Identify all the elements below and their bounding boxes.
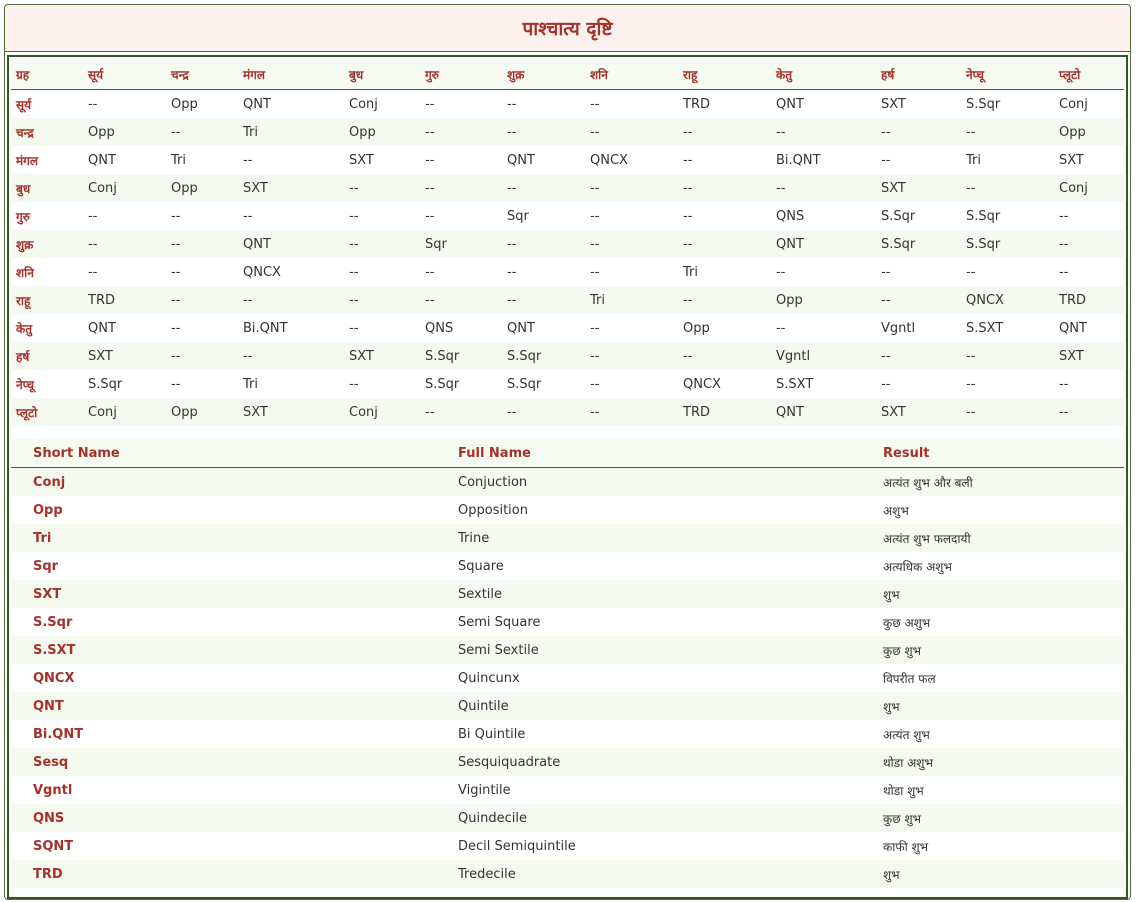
aspect-cell: S.Sqr bbox=[88, 376, 123, 392]
planet-row-header: शुक्र bbox=[11, 230, 83, 258]
panel-header bbox=[5, 5, 1130, 52]
aspect-cell: -- bbox=[88, 264, 98, 280]
aspect-cell: QNCX bbox=[243, 264, 281, 280]
aspect-cell: SXT bbox=[1059, 152, 1084, 168]
aspect-cell: -- bbox=[881, 376, 891, 392]
aspect-cell: -- bbox=[238, 342, 344, 370]
planet-row-header: केतु bbox=[16, 321, 33, 336]
aspect-cell: -- bbox=[881, 152, 891, 168]
legend-row bbox=[11, 496, 1124, 524]
legend-result: अत्यधिक अशुभ bbox=[883, 559, 952, 574]
aspect-cell: S.Sqr bbox=[966, 208, 1001, 224]
legend-short-name: TRD bbox=[11, 860, 436, 888]
aspect-cell: -- bbox=[961, 398, 1054, 426]
legend-short-name: S.Sqr bbox=[33, 614, 73, 630]
legend-short-name: Sesq bbox=[11, 748, 436, 776]
aspect-column-header: राहू bbox=[678, 59, 771, 90]
aspect-cell: -- bbox=[1059, 208, 1069, 224]
aspect-column-header: नेप्चू bbox=[961, 59, 1054, 90]
legend-row bbox=[11, 552, 1124, 580]
legend-full-name: Bi Quintile bbox=[458, 726, 526, 742]
legend-result: अशुभ bbox=[883, 503, 909, 518]
aspect-cell: -- bbox=[961, 118, 1054, 146]
aspect-cell: -- bbox=[502, 118, 585, 146]
aspect-cell: Conj bbox=[83, 174, 166, 202]
aspect-cell: -- bbox=[683, 208, 693, 224]
aspect-cell: QNT bbox=[771, 398, 876, 426]
legend-row bbox=[11, 468, 1124, 497]
aspect-cell: Sqr bbox=[507, 208, 529, 224]
aspect-cell: -- bbox=[502, 230, 585, 258]
aspect-cell: -- bbox=[876, 118, 961, 146]
aspect-cell: QNT bbox=[771, 230, 876, 258]
aspects-panel bbox=[4, 4, 1131, 900]
aspect-row bbox=[11, 314, 1124, 342]
aspect-cell: Bi.QNT bbox=[243, 320, 288, 336]
aspect-cell: -- bbox=[166, 230, 238, 258]
aspect-cell: -- bbox=[585, 174, 678, 202]
aspect-cell: -- bbox=[876, 286, 961, 314]
aspect-cell: -- bbox=[502, 286, 585, 314]
legend-short-name: QNT bbox=[11, 692, 436, 720]
legend-full-name: Square bbox=[458, 558, 504, 574]
aspect-cell: Conj bbox=[1054, 174, 1124, 202]
legend-result: अत्यंत शुभ और बली bbox=[861, 468, 1124, 497]
aspect-cell: QNCX bbox=[961, 286, 1054, 314]
legend-short-name: QNS bbox=[11, 804, 436, 832]
aspect-cell: QNT bbox=[1059, 320, 1087, 336]
aspect-cell: -- bbox=[590, 96, 600, 112]
legend-row bbox=[11, 748, 1124, 776]
aspect-cell: Vgntl bbox=[881, 320, 916, 336]
aspect-cell: -- bbox=[166, 342, 238, 370]
legend-full-name: Conjuction bbox=[436, 468, 861, 497]
aspect-cell: SXT bbox=[876, 174, 961, 202]
legend-table bbox=[11, 439, 1124, 888]
legend-full-name: Semi Square bbox=[458, 614, 541, 630]
legend-row bbox=[11, 776, 1124, 804]
aspect-cell: -- bbox=[243, 208, 253, 224]
aspect-cell: -- bbox=[585, 230, 678, 258]
aspect-cell: SXT bbox=[349, 152, 374, 168]
aspect-cell: -- bbox=[349, 208, 359, 224]
legend-row bbox=[11, 608, 1124, 636]
aspect-cell: QNT bbox=[507, 152, 535, 168]
aspect-cell: QNT bbox=[243, 96, 271, 112]
legend-full-name: Semi Sextile bbox=[436, 636, 861, 664]
aspect-row bbox=[11, 398, 1124, 426]
aspect-column-header: मंगल bbox=[238, 59, 344, 90]
aspect-cell: Opp bbox=[166, 174, 238, 202]
aspect-row bbox=[11, 258, 1124, 286]
aspect-cell: S.Sqr bbox=[420, 342, 502, 370]
aspect-cell: SXT bbox=[876, 398, 961, 426]
aspect-cell: -- bbox=[961, 342, 1054, 370]
aspect-cell: S.Sqr bbox=[876, 230, 961, 258]
legend-short-name: QNCX bbox=[33, 670, 75, 686]
planet-row-header: बुध bbox=[11, 174, 83, 202]
aspect-cell: TRD bbox=[1054, 286, 1124, 314]
aspect-cell: Opp bbox=[171, 96, 198, 112]
aspect-cell: -- bbox=[166, 286, 238, 314]
legend-full-name: Vigintile bbox=[458, 782, 511, 798]
aspect-column-header: गुरु bbox=[420, 59, 502, 90]
aspect-cell: -- bbox=[590, 208, 600, 224]
legend-column-header: Short Name bbox=[11, 439, 436, 468]
aspect-cell: QNCX bbox=[683, 376, 721, 392]
aspect-cell: -- bbox=[678, 174, 771, 202]
aspect-cell: -- bbox=[344, 230, 420, 258]
aspect-cell: -- bbox=[585, 342, 678, 370]
aspect-cell: -- bbox=[590, 320, 600, 336]
aspect-cell: -- bbox=[590, 264, 600, 280]
aspect-cell: Tri bbox=[243, 376, 258, 392]
aspect-cell: -- bbox=[88, 96, 98, 112]
aspect-grid-table bbox=[11, 59, 1124, 426]
aspect-cell: -- bbox=[420, 174, 502, 202]
aspect-cell: Opp bbox=[771, 286, 876, 314]
aspect-cell: QNCX bbox=[590, 152, 628, 168]
aspect-cell: -- bbox=[678, 286, 771, 314]
aspect-cell: S.Sqr bbox=[425, 376, 460, 392]
aspect-cell: -- bbox=[1054, 398, 1124, 426]
aspect-cell: -- bbox=[502, 174, 585, 202]
legend-result: शुभ bbox=[861, 580, 1124, 608]
aspect-cell: Tri bbox=[585, 286, 678, 314]
legend-row bbox=[11, 636, 1124, 664]
aspect-row bbox=[11, 202, 1124, 230]
aspect-cell: -- bbox=[590, 376, 600, 392]
aspect-cell: SXT bbox=[881, 96, 906, 112]
aspect-cell: Conj bbox=[83, 398, 166, 426]
aspect-cell: QNT bbox=[88, 320, 116, 336]
aspect-cell: -- bbox=[83, 230, 166, 258]
aspect-cell: QNT bbox=[776, 96, 804, 112]
legend-full-name: Quindecile bbox=[436, 804, 861, 832]
aspect-cell: -- bbox=[425, 96, 435, 112]
aspect-row bbox=[11, 230, 1124, 258]
page-title: पाश्चात्य दृष्टि bbox=[522, 18, 613, 40]
aspect-cell: -- bbox=[238, 286, 344, 314]
legend-body bbox=[11, 468, 1124, 889]
aspect-cell: Bi.QNT bbox=[776, 152, 821, 168]
aspect-cell: Tri bbox=[238, 118, 344, 146]
aspect-cell: -- bbox=[1054, 230, 1124, 258]
legend-row bbox=[11, 860, 1124, 888]
aspect-cell: Opp bbox=[83, 118, 166, 146]
legend-full-name: Decil Semiquintile bbox=[458, 838, 576, 854]
aspect-cell: -- bbox=[876, 342, 961, 370]
aspect-cell: -- bbox=[881, 264, 891, 280]
legend-result: अत्यंत शुभ bbox=[883, 727, 930, 742]
aspect-row bbox=[11, 146, 1124, 174]
aspect-cell: -- bbox=[966, 376, 976, 392]
aspect-cell: SXT bbox=[238, 174, 344, 202]
aspect-cell: Opp bbox=[1054, 118, 1124, 146]
legend-row bbox=[11, 720, 1124, 748]
aspect-cell: SXT bbox=[83, 342, 166, 370]
aspect-cell: -- bbox=[425, 264, 435, 280]
aspect-cell: QNT bbox=[238, 230, 344, 258]
legend-full-name: Sesquiquadrate bbox=[436, 748, 861, 776]
legend-full-name: Opposition bbox=[458, 502, 528, 518]
aspect-header-row bbox=[11, 59, 1124, 90]
legend-full-name: Quintile bbox=[436, 692, 861, 720]
legend-short-name: Conj bbox=[11, 468, 436, 497]
legend-result: कुछ शुभ bbox=[861, 804, 1124, 832]
aspect-cell: TRD bbox=[83, 286, 166, 314]
aspect-cell: -- bbox=[966, 264, 976, 280]
aspect-cell: -- bbox=[243, 152, 253, 168]
legend-result: कुछ शुभ bbox=[861, 636, 1124, 664]
legend-result: विपरीत फल bbox=[883, 671, 936, 686]
legend-row bbox=[11, 524, 1124, 552]
aspect-cell: SXT bbox=[1054, 342, 1124, 370]
aspect-cell: -- bbox=[507, 96, 517, 112]
legend-header-row bbox=[11, 439, 1124, 468]
aspect-cell: Tri bbox=[171, 152, 186, 168]
legend-row bbox=[11, 664, 1124, 692]
aspect-row bbox=[11, 90, 1124, 119]
aspect-cell: -- bbox=[171, 208, 181, 224]
aspect-cell: QNT bbox=[88, 152, 116, 168]
planet-row-header: प्लूटो bbox=[11, 398, 83, 426]
aspect-cell: -- bbox=[344, 174, 420, 202]
legend-result: शुभ bbox=[861, 692, 1124, 720]
aspect-cell: S.Sqr bbox=[507, 376, 542, 392]
panel-body bbox=[7, 55, 1128, 899]
aspect-cell: -- bbox=[1059, 264, 1069, 280]
aspect-column-header: केतु bbox=[771, 59, 876, 90]
aspect-cell: Tri bbox=[966, 152, 981, 168]
aspect-cell: -- bbox=[171, 376, 181, 392]
legend-column-header: Full Name bbox=[436, 439, 861, 468]
aspect-cell: -- bbox=[502, 398, 585, 426]
planet-row-header: गुरु bbox=[16, 209, 30, 224]
planet-row-header: मंगल bbox=[16, 153, 39, 168]
aspect-cell: -- bbox=[88, 208, 98, 224]
aspect-cell: -- bbox=[425, 208, 435, 224]
legend-short-name: SXT bbox=[11, 580, 436, 608]
legend-row bbox=[11, 832, 1124, 860]
aspect-cell: -- bbox=[171, 264, 181, 280]
aspect-cell: Tri bbox=[683, 264, 698, 280]
legend-row bbox=[11, 692, 1124, 720]
aspect-cell: Conj bbox=[1059, 96, 1088, 112]
aspect-row bbox=[11, 118, 1124, 146]
aspect-cell: Conj bbox=[349, 96, 378, 112]
aspect-cell: QNS bbox=[425, 320, 454, 336]
legend-result: काफी शुभ bbox=[883, 839, 929, 854]
aspect-cell: TRD bbox=[683, 96, 710, 112]
legend-result: अत्यंत शुभ फलदायी bbox=[861, 524, 1124, 552]
aspect-cell: -- bbox=[166, 118, 238, 146]
legend-column-header: Result bbox=[861, 439, 1124, 468]
aspect-cell: -- bbox=[420, 398, 502, 426]
aspect-cell: -- bbox=[678, 230, 771, 258]
aspect-row bbox=[11, 174, 1124, 202]
legend-row bbox=[11, 804, 1124, 832]
aspect-column-header: हर्ष bbox=[876, 59, 961, 90]
legend-result: शुभ bbox=[861, 860, 1124, 888]
aspect-cell: S.SXT bbox=[966, 320, 1004, 336]
aspect-cell: QNT bbox=[507, 320, 535, 336]
aspect-cell: Opp bbox=[683, 320, 710, 336]
aspect-cell: -- bbox=[771, 174, 876, 202]
planet-row-header: राहू bbox=[11, 286, 83, 314]
aspect-cell: QNS bbox=[776, 208, 805, 224]
aspect-cell: -- bbox=[678, 118, 771, 146]
legend-result: थोडा अशुभ bbox=[861, 748, 1124, 776]
planet-row-header: नेप्चू bbox=[16, 377, 34, 392]
legend-short-name: Tri bbox=[11, 524, 436, 552]
legend-short-name: S.SXT bbox=[11, 636, 436, 664]
aspect-cell: -- bbox=[678, 342, 771, 370]
aspect-cell: -- bbox=[420, 118, 502, 146]
planet-row-header: चन्द्र bbox=[11, 118, 83, 146]
aspect-cell: -- bbox=[344, 286, 420, 314]
aspect-cell: TRD bbox=[678, 398, 771, 426]
aspect-cell: Opp bbox=[344, 118, 420, 146]
aspect-column-header: शनि bbox=[585, 59, 678, 90]
aspect-cell: -- bbox=[585, 118, 678, 146]
aspect-cell: Sqr bbox=[420, 230, 502, 258]
legend-short-name: Vgntl bbox=[33, 782, 73, 798]
aspect-cell: -- bbox=[507, 264, 517, 280]
legend-short-name: Bi.QNT bbox=[33, 726, 84, 742]
aspect-column-header: प्लूटो bbox=[1054, 59, 1124, 90]
aspect-cell: -- bbox=[961, 174, 1054, 202]
aspect-cell: Conj bbox=[344, 398, 420, 426]
planet-row-header: हर्ष bbox=[11, 342, 83, 370]
aspect-cell: -- bbox=[171, 320, 181, 336]
aspect-cell: SXT bbox=[344, 342, 420, 370]
aspect-column-header: सूर्य bbox=[83, 59, 166, 90]
aspect-row bbox=[11, 342, 1124, 370]
aspect-cell: SXT bbox=[238, 398, 344, 426]
aspect-cell: S.Sqr bbox=[966, 96, 1001, 112]
legend-short-name: Opp bbox=[33, 502, 63, 518]
legend-row bbox=[11, 580, 1124, 608]
legend-full-name: Tredecile bbox=[436, 860, 861, 888]
legend-result: थोडा शुभ bbox=[883, 783, 924, 798]
aspect-cell: S.Sqr bbox=[502, 342, 585, 370]
aspect-cell: -- bbox=[683, 152, 693, 168]
aspect-cell: -- bbox=[349, 320, 359, 336]
aspect-column-header: बुध bbox=[344, 59, 420, 90]
legend-short-name: Sqr bbox=[33, 558, 59, 574]
legend-full-name: Quincunx bbox=[458, 670, 520, 686]
aspect-cell: S.Sqr bbox=[881, 208, 916, 224]
aspect-cell: -- bbox=[425, 152, 435, 168]
aspect-cell: -- bbox=[349, 264, 359, 280]
aspect-cell: Vgntl bbox=[771, 342, 876, 370]
legend-full-name: Sextile bbox=[436, 580, 861, 608]
aspect-row bbox=[11, 370, 1124, 398]
aspect-column-header: चन्द्र bbox=[166, 59, 238, 90]
aspect-cell: -- bbox=[776, 320, 786, 336]
aspect-column-header: शुक्र bbox=[502, 59, 585, 90]
aspect-cell: S.SXT bbox=[776, 376, 814, 392]
planet-row-header: शनि bbox=[16, 265, 34, 280]
legend-result: कुछ अशुभ bbox=[883, 615, 931, 630]
aspect-cell: -- bbox=[1059, 376, 1069, 392]
aspect-grid-body bbox=[11, 90, 1124, 427]
aspect-cell: -- bbox=[771, 118, 876, 146]
planet-row-header: सूर्य bbox=[16, 97, 32, 112]
aspect-cell: -- bbox=[420, 286, 502, 314]
aspect-cell: -- bbox=[349, 376, 359, 392]
legend-full-name: Trine bbox=[436, 524, 861, 552]
aspect-column-header: ग्रह bbox=[11, 59, 83, 90]
aspect-cell: Opp bbox=[166, 398, 238, 426]
aspect-row bbox=[11, 286, 1124, 314]
aspect-cell: -- bbox=[585, 398, 678, 426]
legend-short-name: SQNT bbox=[33, 838, 74, 854]
aspect-cell: S.Sqr bbox=[961, 230, 1054, 258]
aspect-cell: -- bbox=[776, 264, 786, 280]
